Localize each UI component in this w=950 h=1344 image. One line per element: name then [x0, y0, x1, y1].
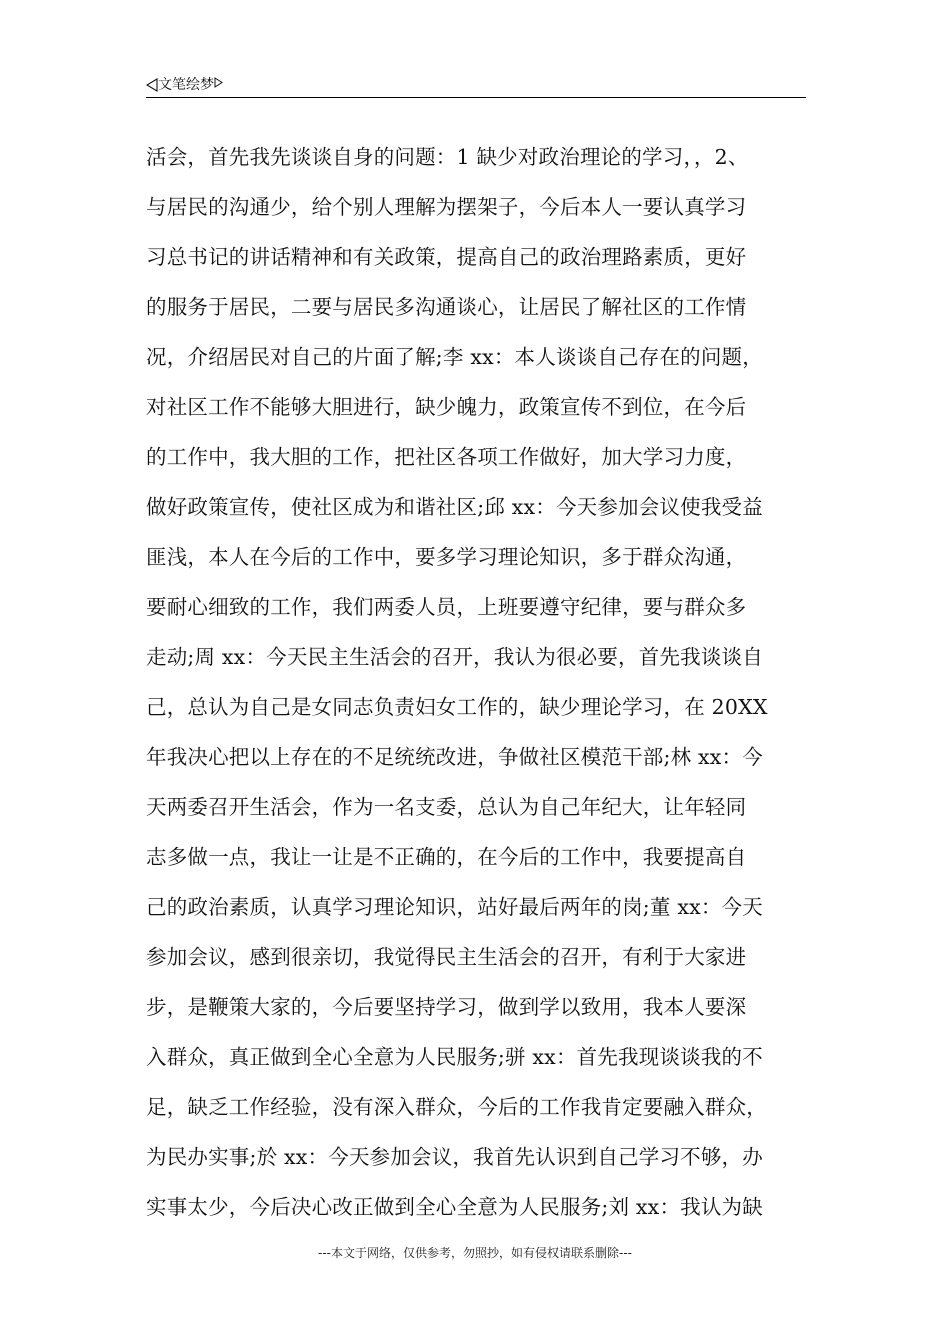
text-line: 匪浅，本人在今后的工作中，要多学习理论知识，多于群众沟通， [146, 545, 747, 569]
page-header [146, 74, 806, 98]
text-line: 习总书记的讲话精神和有关政策，提高自己的政治理路素质，更好 [146, 245, 747, 269]
text-line: 与居民的沟通少，给个别人理解为摆架子，今后本人一要认真学习 [146, 195, 747, 219]
text-line: 要耐心细致的工作，我们两委人员，上班要遵守纪律，要与群众多 [146, 595, 747, 619]
header-title: 文笔绘梦 [158, 77, 214, 93]
text-line: 己的政治素质，认真学习理论知识，站好最后两年的岗;董 xx：今天 [146, 895, 763, 919]
text-line: 况，介绍居民对自己的片面了解;李 xx：本人谈谈自己存在的问题， [146, 345, 763, 369]
text-line: 志多做一点，我让一让是不正确的，在今后的工作中，我要提高自 [146, 845, 747, 869]
header-title-row [146, 76, 223, 94]
text-line: 做好政策宣传，使社区成为和谐社区;邱 xx：今天参加会议使我受益 [146, 495, 763, 519]
body-text [146, 132, 808, 1232]
text-line: 参加会议，感到很亲切，我觉得民主生活会的召开，有利于大家进 [146, 945, 747, 969]
text-line: 实事太少，今后决心改正做到全心全意为人民服务;刘 xx：我认为缺 [146, 1195, 763, 1219]
left-triangle-outline-icon [146, 78, 158, 92]
text-line: 活会，首先我先谈谈自身的问题：1 缺少对政治理论的学习，，2、 [146, 145, 749, 169]
text-line: 步，是鞭策大家的，今后要坚持学习，做到学以致用，我本人要深 [146, 995, 747, 1019]
text-line: 的服务于居民，二要与居民多沟通谈心，让居民了解社区的工作情 [146, 295, 747, 319]
text-line: 走动;周 xx：今天民主生活会的召开，我认为很必要，首先我谈谈自 [146, 645, 763, 669]
text-line: 足，缺乏工作经验，没有深入群众，今后的工作我肯定要融入群众， [146, 1095, 767, 1119]
text-line: 天两委召开生活会，作为一名支委，总认为自己年纪大，让年轻同 [146, 795, 747, 819]
text-line: 年我决心把以上存在的不足统统改进，争做社区模范干部;林 xx：今 [146, 745, 763, 769]
text-line: 的工作中，我大胆的工作，把社区各项工作做好，加大学习力度， [146, 445, 747, 469]
text-line: 对社区工作不能够大胆进行，缺少魄力，政策宣传不到位，在今后 [146, 395, 747, 419]
text-line: 入群众，真正做到全心全意为人民服务;骈 xx：首先我现谈谈我的不 [146, 1045, 763, 1069]
page-footer: ---本文于网络，仅供参考，勿照抄，如有侵权请联系删除--- [318, 1246, 632, 1260]
right-triangle-outline-icon [214, 77, 223, 88]
text-line: 为民办实事;於 xx：今天参加会议，我首先认识到自己学习不够，办 [146, 1145, 763, 1169]
text-line: 己，总认为自己是女同志负责妇女工作的，缺少理论学习，在 20XX [146, 695, 768, 719]
